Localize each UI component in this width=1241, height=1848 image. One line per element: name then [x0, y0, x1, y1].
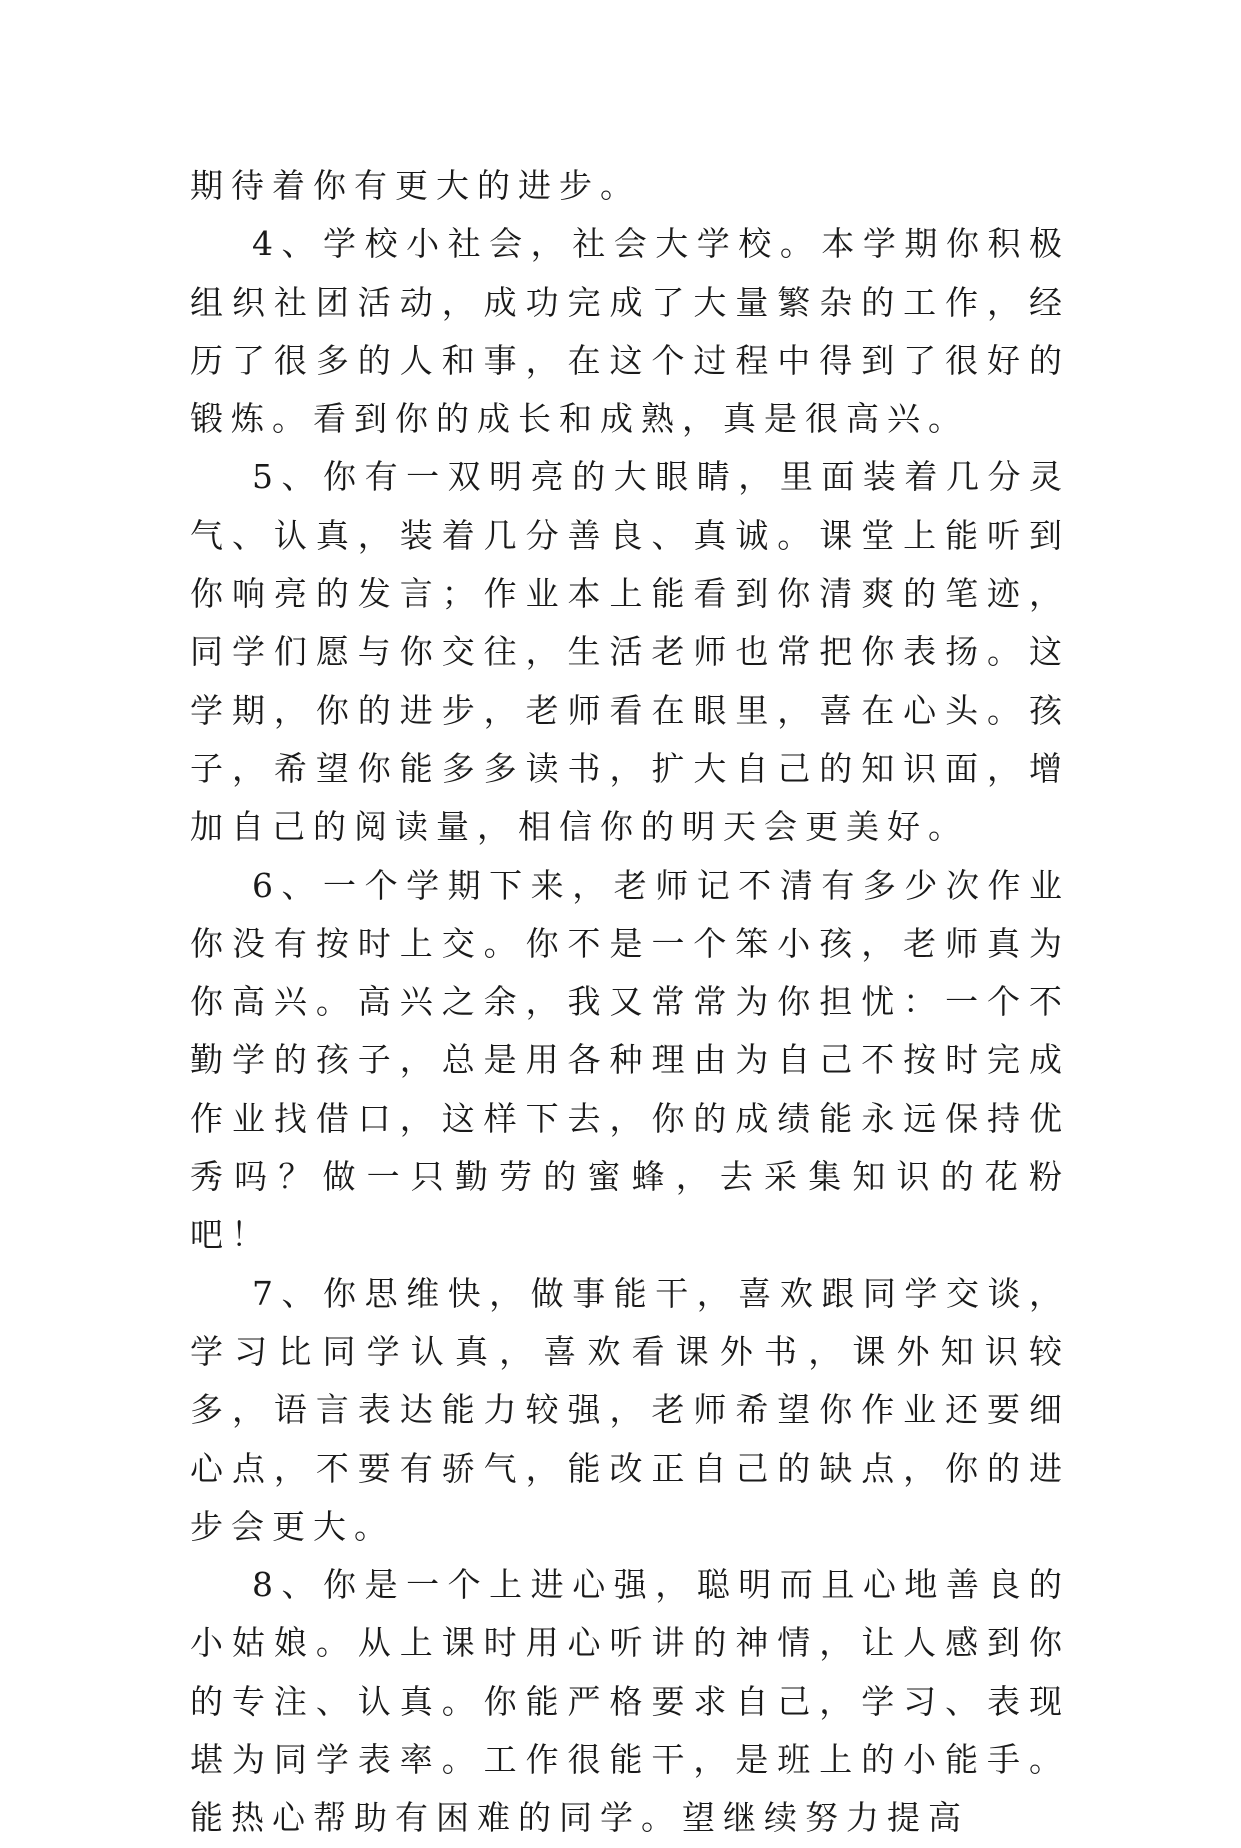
document-body — [190, 157, 1070, 1848]
paragraph-comment-6: 6、一个学期下来，老师记不清有多少次作业你没有按时上交。你不是一个笨小孩，老师真为你高兴。高兴之余，我又常常为你担忧：一个不勤学的孩子，总是用各种理由为自己不按时完成作业找借口，这样下去，你的成绩能永远保持优秀吗？做一只勤劳的蜜蜂，去采集知识的花粉吧！ — [190, 865, 1070, 1255]
paragraph-continuation: 期待着你有更大的进步。 — [190, 166, 641, 205]
paragraph-comment-5: 5、你有一双明亮的大眼睛，里面装着几分灵气、认真，装着几分善良、真诚。课堂上能听到你响亮的发言；作业本上能看到你清爽的笔迹，同学们愿与你交往，生活老师也常把你表扬。这学期，你的进步，老师看在眼里，喜在心头。孩子，希望你能多多读书，扩大自己的知识面，增加自己的阅读量，相信你的明天会更美好。 — [190, 457, 1070, 847]
paragraph-comment-8: 8、你是一个上进心强，聪明而且心地善良的小姑娘。从上课时用心听讲的神情，让人感到你的专注、认真。你能严格要求自己，学习、表现堪为同学表率。工作很能干，是班上的小能手。能热心帮助有困难的同学。望继续努力提高 — [190, 1565, 1070, 1838]
paragraph-comment-7: 7、你思维快，做事能干，喜欢跟同学交谈，学习比同学认真，喜欢看课外书，课外知识较多，语言表达能力较强，老师希望你作业还要细心点，不要有骄气，能改正自己的缺点，你的进步会更大。 — [190, 1273, 1070, 1546]
paragraph-comment-4: 4、学校小社会，社会大学校。本学期你积极组织社团活动，成功完成了大量繁杂的工作，经历了很多的人和事，在这个过程中得到了很好的锻炼。看到你的成长和成熟，真是很高兴。 — [190, 224, 1070, 439]
